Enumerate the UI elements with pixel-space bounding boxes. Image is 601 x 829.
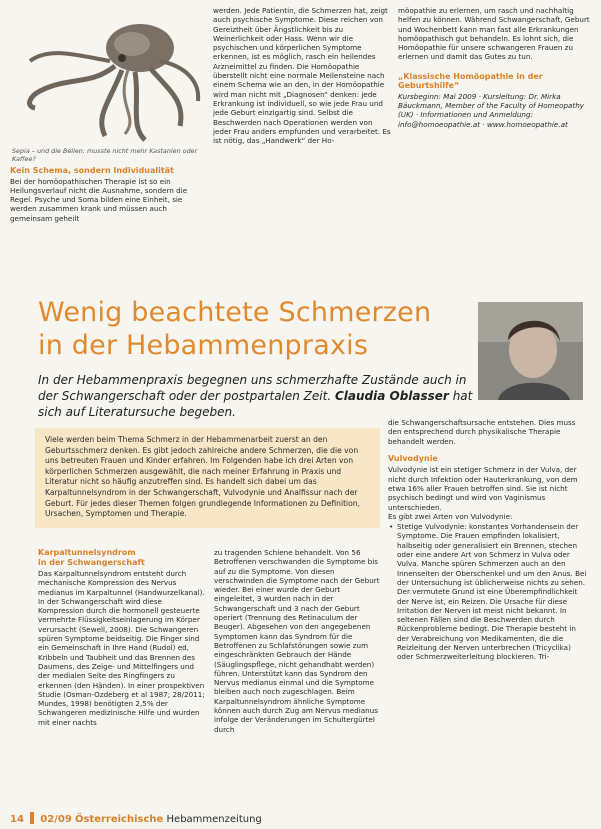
vulvodynie-heading: Vulvodynie bbox=[388, 453, 438, 463]
lead-end: hat sich auf Literatursuche begeben. bbox=[38, 389, 473, 419]
publication-name: Österreichische bbox=[74, 814, 164, 825]
body-text: möopathie zu erlernen, um rasch und nachhaltig helfen zu können. Während Schwangerschaft, Geburt und Wochenbett kann man fast alle Erkrankungen homöopathisch gut behandeln. Es lohnt sich, die Homöopathie für unsere schwangeren Frauen zu erlernen und damit das Gutes zu tun. bbox=[398, 6, 590, 62]
article-lead bbox=[38, 372, 478, 420]
karpal-column bbox=[38, 548, 208, 727]
page-number: 14 bbox=[10, 814, 24, 825]
author-name: Claudia Oblasser bbox=[334, 389, 449, 403]
top-column-3 bbox=[398, 6, 590, 129]
image-caption: Sepia – und die Bellen: musste nicht mehr Kastanien oder Kaffee? bbox=[12, 147, 198, 163]
karpal-heading-line-1: Karpaltunnelsyndrom bbox=[38, 548, 136, 557]
karpal-heading-line-2: in der Schwangerschaft bbox=[38, 557, 145, 567]
lead-text: In der Hebammenpraxis begegnen uns schmerzhafte Zustände auch in der Schwangerschaft oder der postpartalen Zeit. bbox=[38, 373, 467, 403]
right-column bbox=[388, 418, 588, 662]
vulvodynie-list bbox=[388, 522, 588, 661]
top-column-1 bbox=[10, 166, 205, 223]
body-text: die Schwangerschaftsursache entstehen. Dies muss den entsprechend durch physikalische Therapie behandelt werden. bbox=[388, 418, 576, 446]
karpal-heading bbox=[38, 548, 208, 567]
top-column-2: werden. Jede Patientin, die Schmerzen hat, zeigt auch psychische Symptome. Diese reichen von Gereiztheit über Ängstlichkeit bis zu Weinerlichkeit oder Hass. Wenn wir die psychischen und körperlichen Symptome erkennen, ist es möglich, rasch ein heilendes Arzneimittel zu finden. Die Homöopathie überstellt nicht eine normale Meilensteine nach einem Schema wie an den, in der Homöopathie wird man nicht mit „Diagnosen“ denken: jede Erkrankung ist individuell, so wie jede Frau und jede Geburt einzigartig sind. Selbst die Beschwerden nach Operationen werden von jeder Frau anders empfunden und verarbeitet. Es ist nötig, das „Handwerk“ der Ho- bbox=[213, 6, 391, 146]
title-line-1: Wenig beachtete Schmerzen bbox=[38, 297, 432, 328]
portrait-photo bbox=[478, 302, 583, 400]
body-text: Bei der homöopathischen Therapie ist so ein Heilungsverlauf nicht die Ausnahme, sondern die Regel. Psyche und Soma bilden eine Einheit, sie werden zusammen krank und müssen auch gemeinsam geheilt bbox=[10, 176, 188, 223]
intro-text: Viele werden beim Thema Schmerz in der Hebammenarbeit zuerst an den Geburtsschmerz denken. Es gibt jedoch zahlreiche andere Schmerzen, die die von uns betreuten Frauen und Kinder erfahren. Im Folgenden habe ich drei Arten von körperlichen Schmerzen ausgewählt, die nach meiner Erfahrung in Praxis und Literatur nicht so häufig anzutreffen sind. Es handelt sich dabei um das Karpaltunnelsyndrom in der Schwangerschaft, Vulvodynie und Analfissur nach der Geburt. Für jedes dieser Themen folgen grundlegende Informationen zu Definition, Ursachen, Symptomen und Therapie. bbox=[45, 435, 361, 519]
author-photo bbox=[478, 302, 583, 400]
octopus-image bbox=[10, 6, 205, 146]
list-item: • Stetige Vulvodynie: konstantes Vorhandensein der Symptome. Die Frauen empfinden lokalisiert, halbseitig oder generalisiert ein Brennen, stechen oder eine andere Art von Schmerz in Vulva oder Vulva. Manche spüren Schmerzen auch an den Innenseiten der Oberschenkel und um den Anus. Bei der Untersuchung ist üblicherweise nichts zu sehen. Der vermutete Grund ist eine Überempfindlichkeit der Nerve ist, ein Reizen. Die Ursache für diese Irritation der Nerven ist meist nicht bekannt. In seltenen Fällen sind die Beschwerden durch Rückenprobleme bedingt. Die Therapie besteht in der Verabreichung von Medikamenten, die die Reizleitung der Nerven unterbrechen (Tricyclika) oder Schmerzweiterleitung blockieren. Tri- bbox=[397, 522, 588, 661]
vulvodynie-intro: Es gibt zwei Arten von Vulvodynie: bbox=[388, 511, 513, 521]
page-footer bbox=[10, 812, 410, 826]
karpal-text: Das Karpaltunnelsyndrom entsteht durch mechanische Kompression des Nervus medianus im Karpaltunnel (Handwurzelkanal). In der Schwangerschaft wird diese Kompression durch die hormonell gesteuerte vermehrte Flüssigkeitseinlagerung im Körper verursacht (Sewell, 2008). Die Schwangeren spüren Symptome beidseitig. Die Finger sind ein Gemeinschaft in Ihre Hand (Rudol) ed, Kribbeln und Taubheit und das Brennen des Daumens, des Zeige- und Mittelfingers und der medialen Seite des Ringfingers zu erkennen (den Händen). In einer prospektiven Studie (Osman-Ozdeberg et al 1987; 28/2011; Mundes, 1998) benötigten 2,5% der Schwangeren medizinische Hilfe und wurden mit einer nachts bbox=[38, 569, 205, 727]
section-heading: Kein Schema, sondern Individualität bbox=[10, 166, 174, 175]
title-line-2: in der Hebammenpraxis bbox=[38, 330, 369, 361]
vulvodynie-text: Vulvodynie ist ein stetiger Schmerz in der Vulva, der nicht durch Infektion oder Hauterkrankung, von dem etwa 16% aller Frauen betroffen sind. Sie ist nicht psychisch bedingt und wird von Vaginismus unterschieden. bbox=[388, 465, 578, 512]
publication-name-suffix: Hebammenzeitung bbox=[166, 814, 262, 825]
octopus-illustration bbox=[10, 6, 205, 146]
article-title bbox=[38, 296, 458, 362]
intro-box bbox=[35, 428, 380, 528]
issue-number: 02/09 bbox=[40, 814, 72, 825]
course-info: Kursbeginn: Mai 2009 · Kursleitung: Dr. Mirka Bäuckmann, Member of the Faculty of Homeopathy (UK) · Informationen und Anmeldung: info@homoeopathie.at · www.homoeopathie.at bbox=[398, 91, 585, 129]
course-heading: „Klassische Homöopathie in der Geburtshilfe“ bbox=[398, 71, 543, 91]
middle-column: zu tragenden Schiene behandelt. Von 56 Betroffenen verschwanden die Symptome bis auf zu die Symptome. Von diesen verschwinden die Symptome nach der Geburt wieder. Bei einer wurde der Geburt eingeleitet, 3 wurden nach in der Schwangerschaft und 3 nach der Geburt operiert (Trennung des Retinaculum der Beuger). Abgesehen von den angegebenen Symptomen kann das Syndrom für die Betroffenen zu Schlafstörungen sowie zum eingeschränkten Gebrauch der Hände (Säuglingspflege, nicht gehandhabt werden) führen. Unterstützt kann das Syndrom den Nervus medianus einmal und die Symptome bleiben auch noch zugeschlagen. Beim Karpaltunnelsyndrom ähnliche Symptome können auch durch Zug am Nervus medianus infolge der Veränderungen im Schultergürtel durch bbox=[214, 548, 380, 734]
